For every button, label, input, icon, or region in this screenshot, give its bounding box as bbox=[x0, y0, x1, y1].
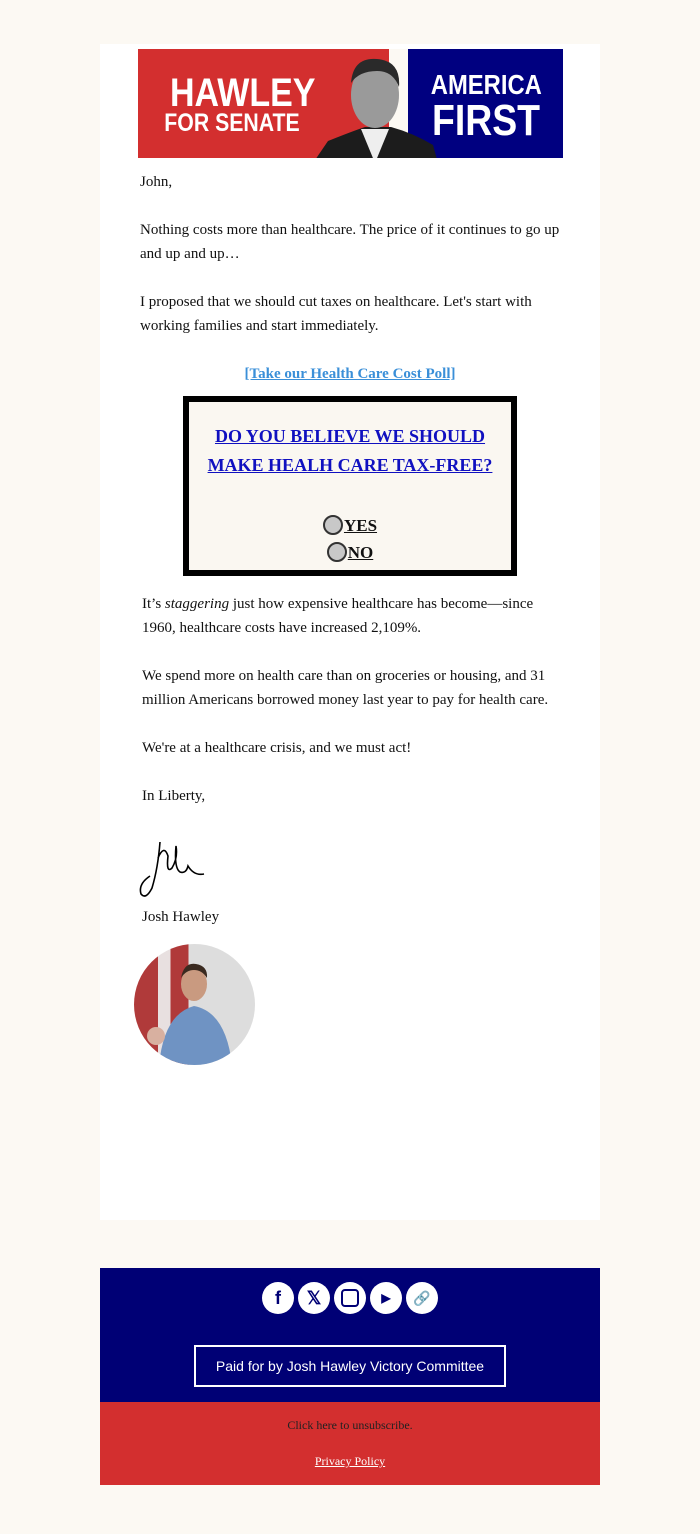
social-links bbox=[262, 1282, 438, 1314]
footer-links bbox=[100, 1402, 600, 1485]
closing: In Liberty, bbox=[142, 788, 206, 804]
poll-question[interactable]: DO YOU BELIEVE WE SHOULD MAKE HEALH CARE TAX-FREE? bbox=[207, 426, 493, 475]
banner-hawley: HAWLEY bbox=[170, 71, 316, 115]
email-body-bottom bbox=[142, 592, 562, 832]
email-body-top bbox=[140, 170, 560, 386]
instagram-icon[interactable] bbox=[334, 1282, 366, 1314]
banner-for-senate: FOR SENATE bbox=[164, 109, 300, 137]
banner-america: AMERICA bbox=[430, 69, 542, 100]
poll-option-no[interactable]: NO bbox=[189, 539, 511, 566]
poll-option-yes[interactable]: YES bbox=[189, 512, 511, 539]
paragraph: Nothing costs more than healthcare. The price of it continues to go up and up and up… bbox=[140, 222, 560, 262]
radio-icon bbox=[323, 515, 343, 535]
unsubscribe-link[interactable]: Click here to unsubscribe. bbox=[287, 1418, 413, 1432]
banner-first: FIRST bbox=[431, 96, 541, 145]
poll-box[interactable] bbox=[183, 396, 517, 576]
x-icon[interactable]: 𝕏 bbox=[298, 1282, 330, 1314]
greeting: John, bbox=[140, 174, 173, 190]
sender-name: Josh Hawley bbox=[142, 909, 220, 925]
paragraph: I proposed that we should cut taxes on healthcare. Let's start with working families and start immediately. bbox=[140, 294, 532, 334]
link-icon[interactable]: 🔗 bbox=[406, 1282, 438, 1314]
paid-for-disclaimer: Paid for by Josh Hawley Victory Committee bbox=[194, 1345, 506, 1387]
footer-social bbox=[100, 1268, 600, 1402]
youtube-icon[interactable]: ▶ bbox=[370, 1282, 402, 1314]
paragraph: We spend more on health care than on groceries or housing, and 31 million Americans borrowed money last year to pay for health care. bbox=[142, 668, 549, 708]
privacy-policy-link[interactable]: Privacy Policy bbox=[314, 1454, 386, 1468]
radio-icon bbox=[327, 542, 347, 562]
paragraph: We're at a healthcare crisis, and we must act! bbox=[142, 740, 412, 756]
signature bbox=[138, 838, 208, 900]
paragraph: It’s staggering just how expensive healthcare has become—since 1960, healthcare costs have increased 2,109%. bbox=[142, 596, 534, 636]
email-card bbox=[100, 44, 600, 1220]
sender-photo bbox=[134, 944, 255, 1065]
poll-link[interactable]: [Take our Health Care Cost Poll] bbox=[244, 366, 456, 382]
candidate-photo bbox=[313, 53, 438, 158]
facebook-icon[interactable]: f bbox=[262, 1282, 294, 1314]
header-banner bbox=[138, 49, 563, 158]
